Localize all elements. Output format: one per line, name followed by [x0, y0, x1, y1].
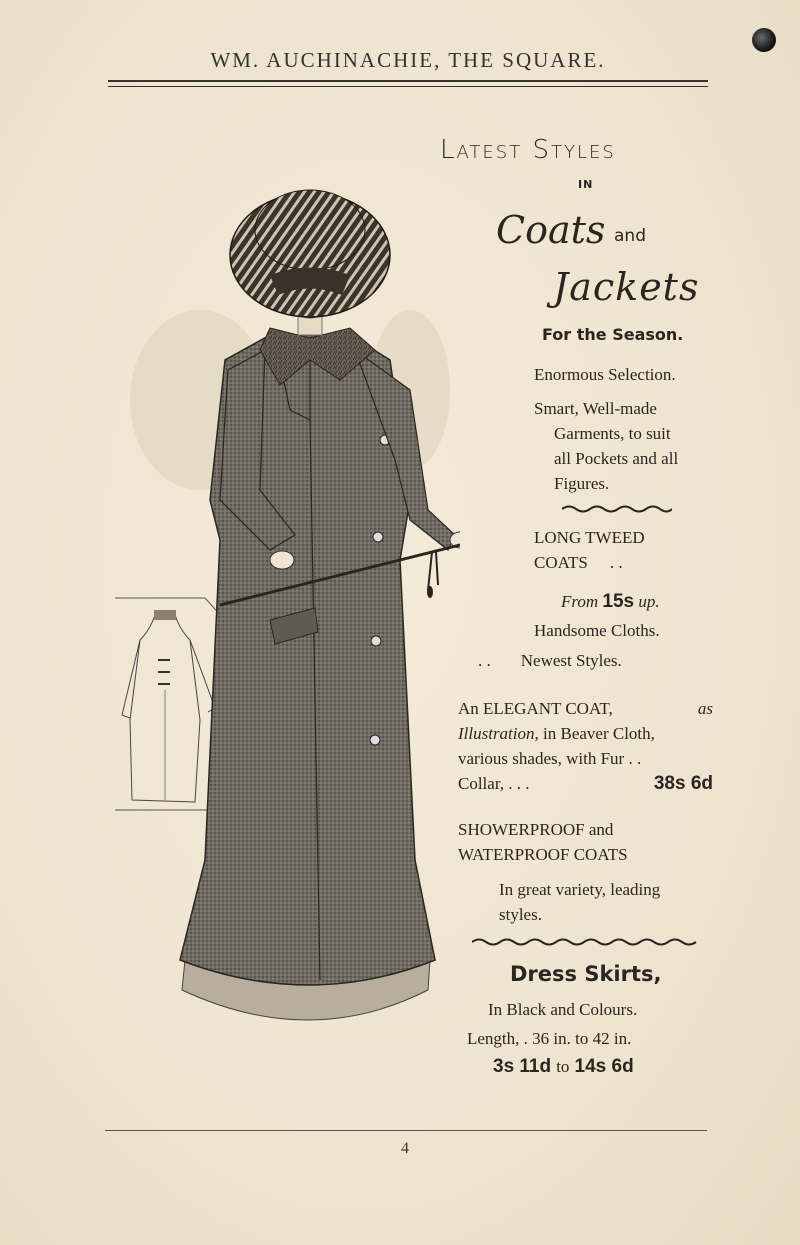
elegant-line-4: [458, 771, 713, 796]
punch-hole: [752, 28, 776, 52]
divider-flourish-2: [472, 937, 700, 947]
elegant-price: 38s 6d: [653, 773, 713, 794]
skirts-price-from: 3s 11d: [493, 1056, 552, 1077]
newest-styles: Newest Styles.: [520, 651, 622, 670]
footer-rule: [105, 1130, 707, 1131]
headline-coats: Coats: [496, 208, 606, 252]
skirts-price-range: [493, 1056, 634, 1078]
headline-in: IN: [578, 178, 594, 191]
showerproof-block: [458, 817, 628, 867]
elegant-line-2b: in Beaver Cloth,: [543, 724, 655, 743]
headline-jackets: Jackets: [553, 265, 700, 309]
newest-dots: . .: [478, 651, 491, 670]
elegant-coat-block: [458, 696, 713, 796]
great-line-1: In great variety, leading: [499, 880, 661, 899]
showerproof-line-1: SHOWERPROOF and: [458, 820, 614, 839]
page-header: WM. AUCHINACHIE, THE SQUARE.: [210, 48, 606, 72]
elegant-line-1b: as: [697, 699, 713, 718]
elegant-line-2: [458, 721, 713, 746]
tweed-price: 15s: [602, 591, 635, 612]
tweed-price-line: [561, 589, 660, 614]
great-line-2: styles.: [499, 905, 542, 924]
tweed-up: up.: [638, 592, 660, 611]
showerproof-line-2: WATERPROOF COATS: [458, 845, 628, 864]
tweed-from: From: [561, 592, 599, 611]
tweed-line-2: [534, 550, 645, 575]
elegant-line-1: [458, 696, 713, 721]
dress-skirts-title: Dress Skirts,: [510, 962, 662, 986]
elegant-line-3: various shades, with Fur . .: [458, 749, 642, 768]
headline-and: and: [614, 226, 646, 246]
tweed-coats-word: COATS: [534, 553, 588, 572]
elegant-line-1a: An ELEGANT COAT,: [458, 699, 613, 718]
elegant-collar: Collar, . . .: [458, 774, 530, 793]
headline-season: For the Season.: [542, 325, 684, 344]
smart-line-3: all Pockets and all: [554, 449, 679, 468]
smart-line-4: Figures.: [554, 474, 610, 493]
newest-styles-line: [478, 648, 693, 673]
headline-latest-styles: Latest Styles: [440, 135, 616, 165]
tweed-dots: . .: [609, 553, 623, 572]
smart-line-1: Smart, Well-made: [534, 399, 657, 418]
divider-flourish: [562, 504, 672, 514]
handsome-cloths: Handsome Cloths.: [534, 621, 660, 640]
great-variety: [499, 877, 714, 927]
coat-illustration: [110, 160, 460, 1060]
skirts-price-to: 14s 6d: [574, 1056, 634, 1077]
smart-garments: [534, 396, 724, 496]
skirts-to: to: [556, 1057, 570, 1076]
header-rule: [108, 80, 708, 87]
skirts-length: Length, . 36 in. to 42 in.: [467, 1029, 632, 1048]
page-number: 4: [401, 1140, 409, 1157]
skirts-colours: In Black and Colours.: [488, 1000, 638, 1019]
long-tweed-coats: [534, 525, 645, 575]
tweed-line-1: LONG TWEED: [534, 528, 645, 547]
elegant-line-2a: Illustration,: [458, 724, 539, 743]
smart-line-2: Garments, to suit: [554, 424, 671, 443]
enormous-selection: Enormous Selection.: [534, 365, 676, 384]
